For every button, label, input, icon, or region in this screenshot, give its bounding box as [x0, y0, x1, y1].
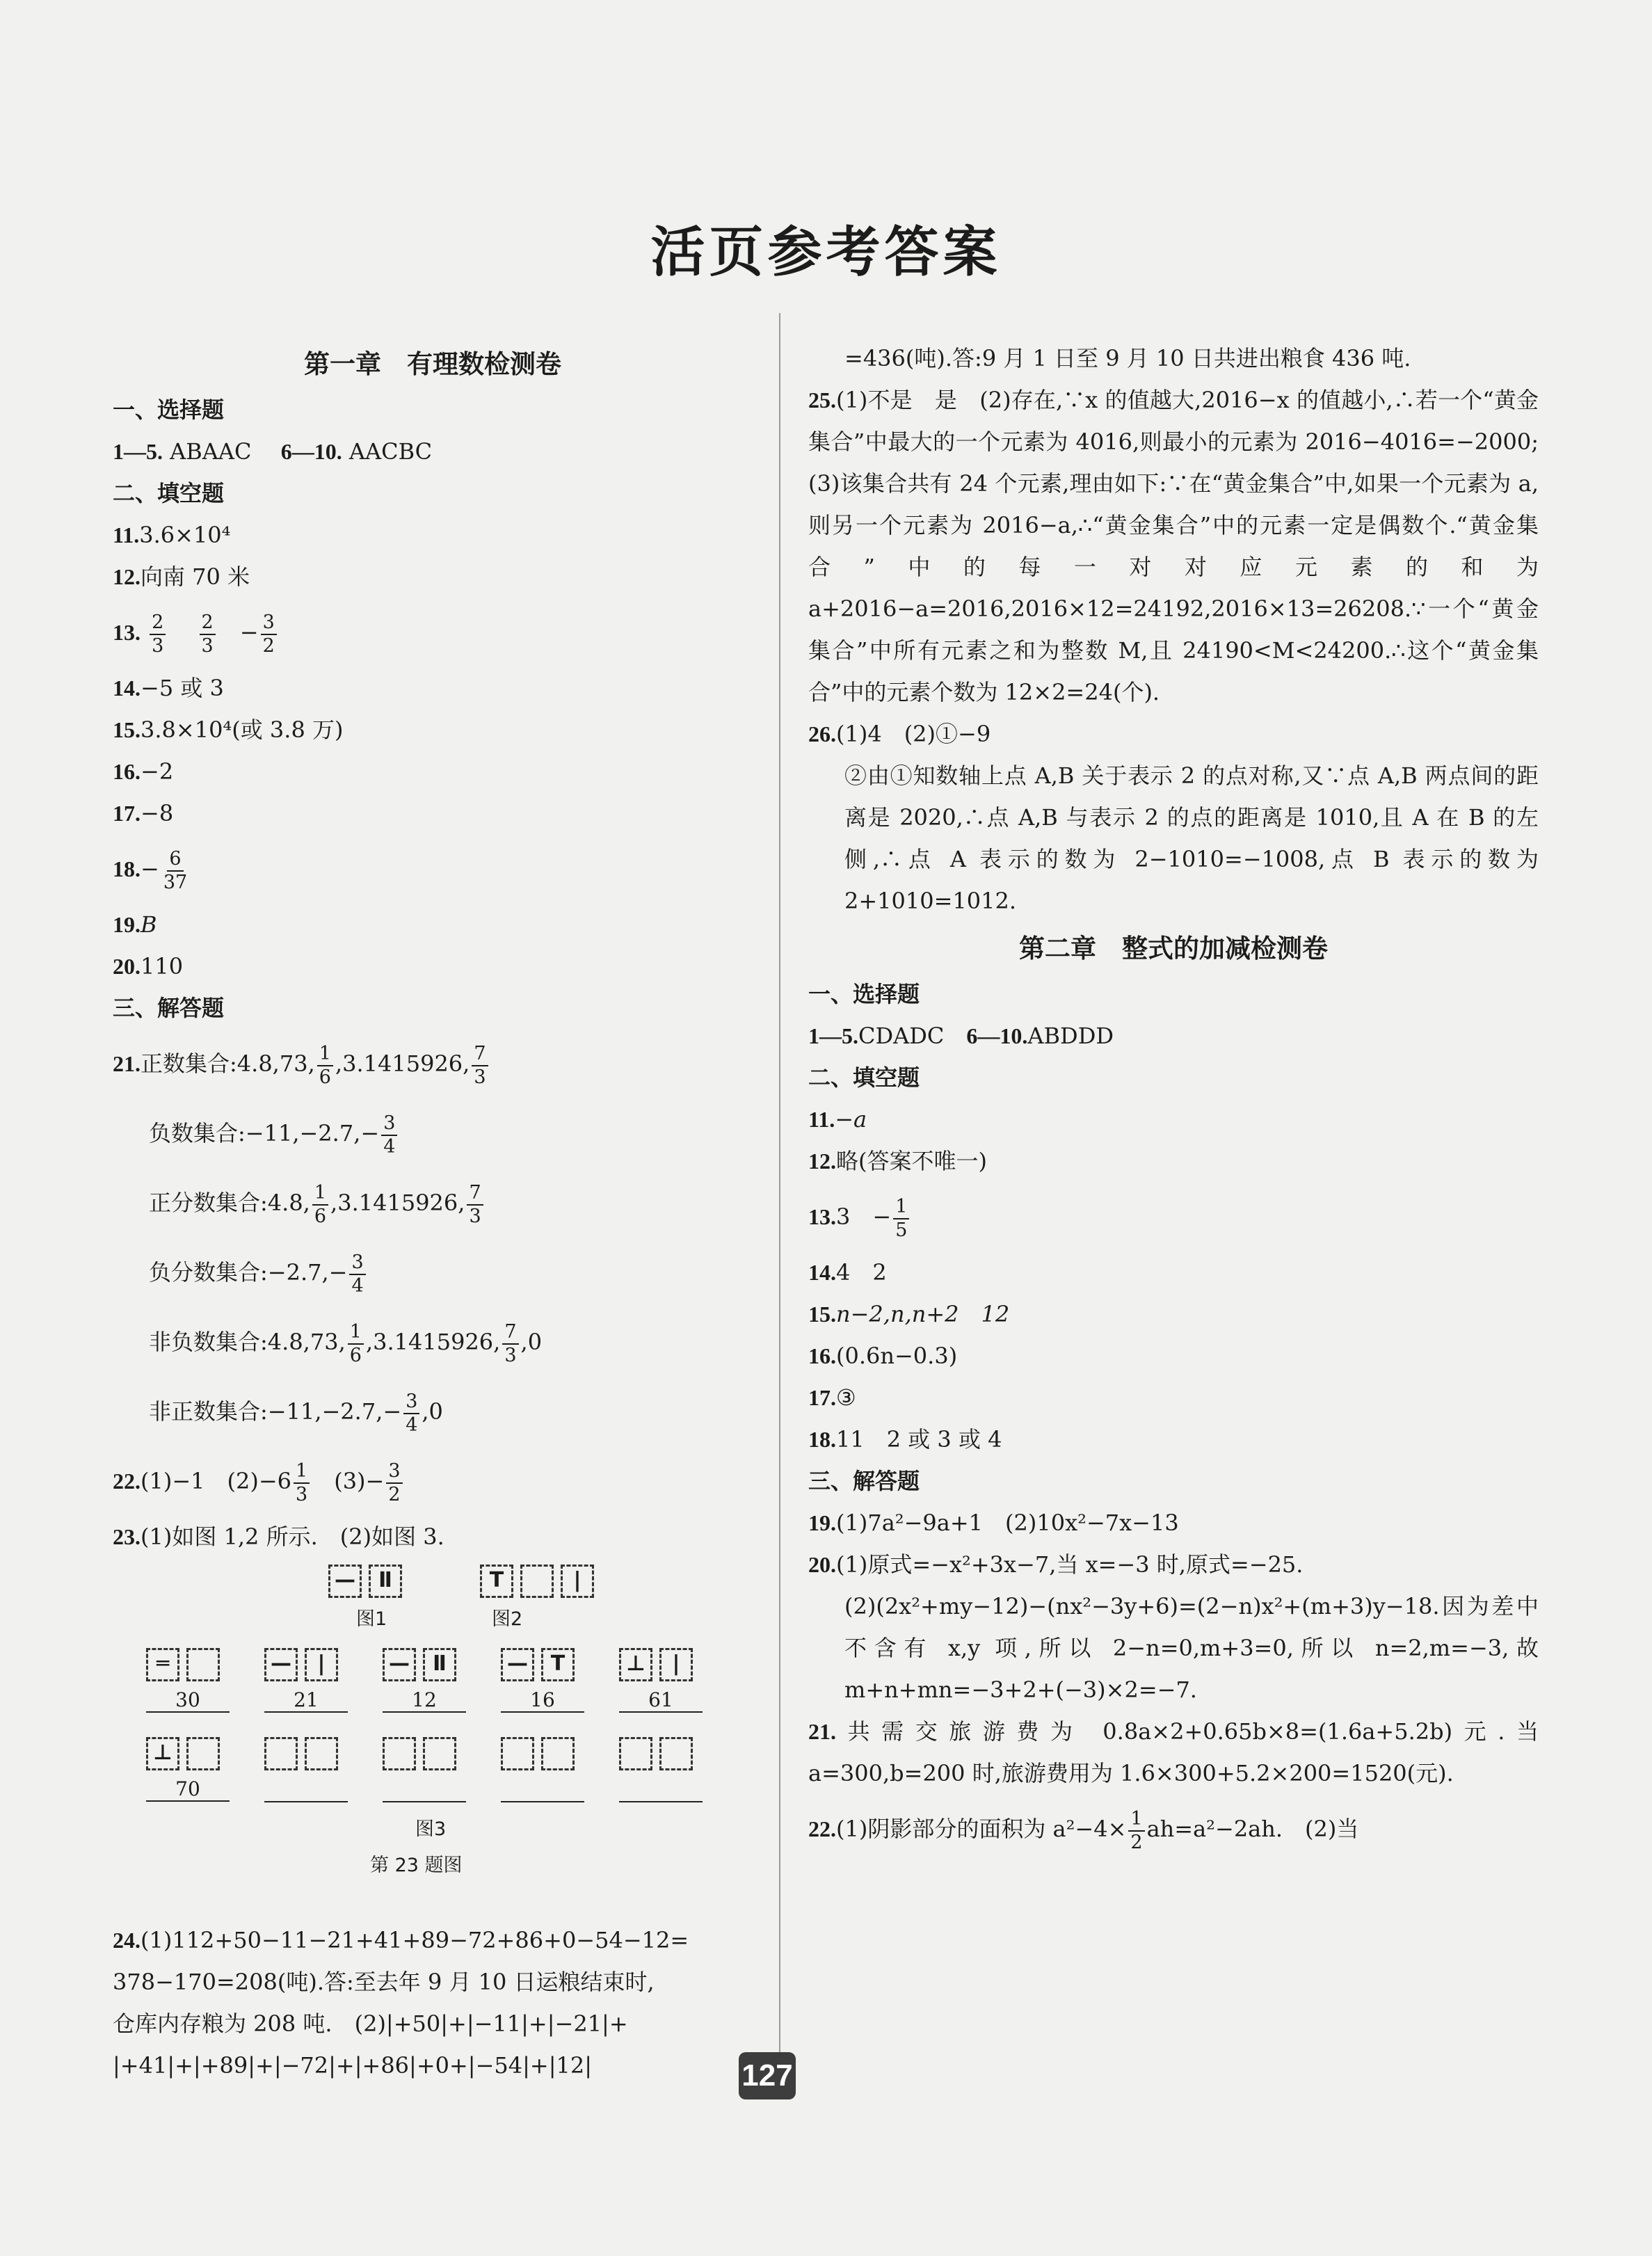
fig1-label: 图1 [356, 1608, 387, 1630]
answer-20: 20.110 [113, 953, 184, 979]
section-solve: 三、解答题 [113, 995, 225, 1021]
answer-21e: 非负数集合:4.8,73, $\frac{1}{6}$ ,3.1415926, $\frac{7}{3}$ ,0 [149, 1320, 543, 1366]
left-column [113, 337, 753, 2086]
section-solve-2: 三、解答题 [808, 1468, 920, 1494]
answer-23: 23.(1)如图 1,2 所示. (2)如图 3. [113, 1523, 444, 1550]
answer-24-l5: =436(吨).答:9 月 1 日至 9 月 10 日共进出粮食 436 吨. [844, 345, 1411, 371]
answer-24-l3: 仓库内存粮为 208 吨. (2)|+50|+|−11|+|−21|+ [113, 2010, 628, 2037]
fraction: $\frac{2}{3}$ [200, 611, 216, 657]
fig3-blank [501, 1777, 584, 1802]
answer-c17: 17.③ [808, 1384, 856, 1411]
abacus-cell: — [328, 1565, 362, 1598]
abacus-cell: | [561, 1565, 594, 1598]
answer-17: 17.−8 [113, 800, 174, 826]
fraction: $\frac{3}{2}$ [261, 611, 277, 657]
abacus-cell: T [480, 1565, 513, 1598]
fig3-value: 16 [501, 1688, 584, 1713]
answer-c1-10: 1—5.CDADC 6—10.ABDDD [808, 1023, 1114, 1049]
abacus-cell [520, 1565, 554, 1598]
answer-11: 11.3.6×10⁴ [113, 522, 231, 548]
answer-22: 22.(1)−1 (2)−6 $\frac{1}{3}$ (3)− $\frac{3}{2}$ [113, 1446, 753, 1516]
section-choice: 一、选择题 [113, 397, 225, 423]
answer-15: 15.3.8×10⁴(或 3.8 万) [113, 717, 344, 743]
fig3-label: 图3 [415, 1818, 447, 1840]
fraction: $\frac{3}{2}$ [386, 1460, 402, 1506]
answer-18: 18.− $\frac{6}{37}$ [113, 834, 753, 904]
answer-c15: 15.n−2,n,n+2 12 [808, 1301, 1010, 1327]
answer-c22: 22.(1)阴影部分的面积为 a²−4× $\frac{1}{2}$ ah=a²−2ah. (2)当 [808, 1807, 1359, 1853]
abacus-cell: Ⅱ [369, 1565, 402, 1598]
answer-26b: ②由①知数轴上点 A,B 关于表示 2 的点对称,又∵点 A,B 两点间的距离是 2020,∴点 A,B 与表示 2 的点的距离是 1010,且 A 在 B 的左侧,∴点 A 表示的数为 2−1010=−1008,点 B 表示的数为 2+1010=1012. [844, 762, 1539, 914]
section-choice-2: 一、选择题 [808, 981, 920, 1007]
answer-24-l1: 24.(1)112+50−11−21+41+89−72+86+0−54−12= [113, 1927, 689, 1953]
answer-26a: 26.(1)4 (2)①−9 [808, 721, 991, 747]
fraction: $\frac{1}{6}$ [317, 1043, 333, 1089]
section-fill: 二、填空题 [113, 480, 225, 506]
fig3-blank [383, 1777, 466, 1802]
answer-24-l2: 378−170=208(吨).答:至去年 9 月 10 日运粮结束时, [113, 1969, 655, 1995]
answer-c13: 13.3 − $\frac{1}{5}$ [808, 1182, 1539, 1251]
chapter-1-heading: 第一章 有理数检测卷 [304, 349, 561, 379]
answer-c12: 12.略(答案不唯一) [808, 1148, 987, 1174]
answer-c21: 21.共需交旅游费为 0.8a×2+0.65b×8=(1.6a+5.2b)元.当 a=300,b=200 时,旅游费用为 1.6×300+5.2×200=1520(元). [808, 1718, 1539, 1786]
answer-c20-rest: (2)(2x²+my−12)−(nx²−3y+6)=(2−n)x²+(m+3)y−18.因为差中不含有 x,y 项,所以 2−n=0,m+3=0,所以 n=2,m=−3,故 m+n+mn=−3+2+(−3)×2=−7. [844, 1593, 1539, 1703]
answer-16: 16.−2 [113, 758, 174, 785]
section-fill-2: 二、填空题 [808, 1064, 920, 1091]
fig3-blank [619, 1777, 703, 1802]
fig3-value: 12 [383, 1688, 466, 1713]
answer-c18: 18.11 2 或 3 或 4 [808, 1426, 1002, 1453]
answer-24-l4: |+41|+|+89|+|−72|+|+86|+0+|−54|+|12| [113, 2052, 592, 2079]
answer-c11: 11.−a [808, 1106, 867, 1133]
fraction: $\frac{3}{4}$ [381, 1112, 397, 1158]
fig3-value: 30 [146, 1688, 230, 1713]
fig3-value: 61 [619, 1688, 703, 1713]
figure-caption: 第 23 题图 [370, 1855, 463, 1876]
fraction: $\frac{1}{3}$ [294, 1460, 310, 1506]
fraction: $\frac{2}{3}$ [150, 611, 166, 657]
fraction: $\frac{1}{2}$ [1128, 1808, 1144, 1854]
answer-21b: 负数集合:−11,−2.7,− $\frac{3}{4}$ [113, 1098, 753, 1168]
answer-21f: 非正数集合:−11,−2.7,− $\frac{3}{4}$ ,0 [149, 1390, 443, 1436]
answer-c16: 16.(0.6n−0.3) [808, 1343, 958, 1369]
answer-c19: 19.(1)7a²−9a+1 (2)10x²−7x−13 [808, 1510, 1179, 1536]
answer-21a: 21.正数集合:4.8,73, $\frac{1}{6}$ ,3.1415926, $\frac{7}{3}$ [113, 1029, 753, 1098]
answer-25: 25.(1)不是 是 (2)存在,∵x 的值越大,2016−x 的值越小,∴若一个“黄金集合”中最大的一个元素为 4016,则最小的元素为 2016−4016=−2000; (3)该集合共有 24 个元素,理由如下:∵在“黄金集合”中,如果一个元素为 a,则另一个元素为 2016−a,∴“黄金集合”中的元素一定是偶数个.“黄金集合”中的每一对对应元素的和为 a+2016−a=2016,2016×12=24192,2016×13=26208.∵一个“黄金集合”中所有元素之和为整数 M,且 24190<M<24200.∴这个“黄金集合”中的元素个数为 12×2=24(个). [808, 387, 1562, 705]
fraction: $\frac{1}{6}$ [348, 1321, 364, 1367]
fraction: $\frac{7}{3}$ [467, 1182, 483, 1228]
answer-21d: 负分数集合:−2.7,− $\frac{3}{4}$ [113, 1238, 753, 1307]
fraction: $\frac{3}{4}$ [349, 1251, 365, 1297]
answer-21c: 正分数集合:4.8, $\frac{1}{6}$ ,3.1415926, $\frac{7}{3}$ [113, 1168, 753, 1238]
fraction: $\frac{7}{3}$ [502, 1321, 518, 1367]
answer-12: 12.向南 70 米 [113, 563, 250, 590]
fraction: $\frac{6}{37}$ [163, 847, 188, 893]
figure-23: — Ⅱ T | 图1 图2 ═ — | — Ⅱ — T ⊥ | 30 21 12 16 61 ⊥ 70 图3 第 23 题图 [113, 1558, 753, 1919]
fig2-label: 图2 [492, 1608, 523, 1630]
right-column [808, 337, 1562, 1864]
fig3-blank [264, 1777, 348, 1802]
fraction: $\frac{3}{4}$ [403, 1391, 419, 1437]
fraction: $\frac{1}{5}$ [893, 1196, 909, 1242]
answer-c14: 14.4 2 [808, 1259, 887, 1286]
column-divider [779, 313, 780, 2066]
answer-14: 14.−5 或 3 [113, 675, 224, 701]
fig3-value: 70 [146, 1777, 230, 1802]
page-title: 活页参考答案 [650, 221, 1002, 284]
fraction: $\frac{1}{6}$ [312, 1182, 328, 1228]
answer-19: 19.B [113, 911, 157, 938]
page-number: 127 [739, 2052, 796, 2099]
answer-13: 13. $\frac{2}{3}$ $\frac{2}{3}$ − $\frac{3}{2}$ [113, 598, 753, 667]
answer-1-10: 1—5. ABAAC 6—10. AACBC [113, 438, 433, 465]
fig3-value: 21 [264, 1688, 348, 1713]
answer-c20-l1: 20.(1)原式=−x²+3x−7,当 x=−3 时,原式=−25. [808, 1551, 1304, 1578]
fraction: $\frac{7}{3}$ [472, 1043, 488, 1089]
chapter-2-heading: 第二章 整式的加减检测卷 [1019, 934, 1328, 963]
